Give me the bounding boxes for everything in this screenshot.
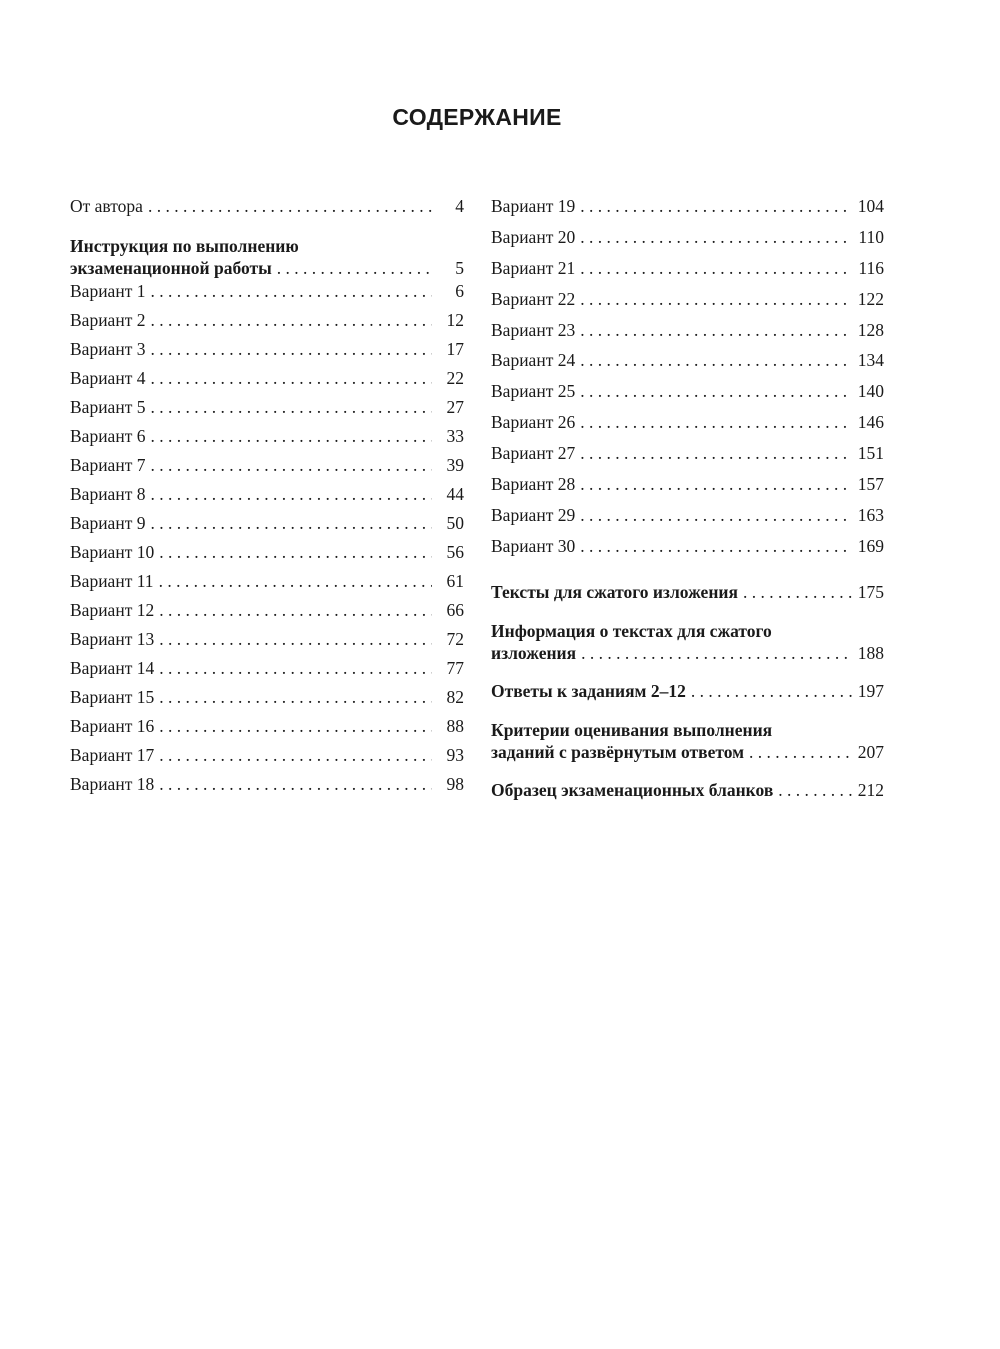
- toc-entry-variant[interactable]: [70, 512, 464, 541]
- toc-entry-variant[interactable]: [491, 349, 884, 380]
- dot-leader: [749, 741, 852, 763]
- toc-entry-variant[interactable]: [70, 541, 464, 570]
- dot-leader: [150, 367, 432, 389]
- toc-entry-label-line2: изложения: [491, 642, 577, 663]
- toc-entry-page: 12: [446, 310, 464, 330]
- toc-entry-variant[interactable]: [70, 657, 464, 686]
- toc-entry-variant[interactable]: [491, 504, 884, 535]
- toc-entry-page: 39: [446, 455, 464, 475]
- dot-leader: [159, 599, 432, 621]
- toc-entry-variant[interactable]: [70, 715, 464, 744]
- dot-leader: [150, 512, 432, 534]
- dot-leader: [580, 226, 852, 248]
- toc-entry-page: 207: [857, 741, 884, 762]
- toc-entry-label: Вариант 28: [491, 474, 576, 495]
- toc-entry-page: 82: [446, 687, 464, 707]
- dot-leader: [150, 338, 432, 360]
- toc-entry-page: 128: [857, 319, 884, 340]
- toc-entry-variant[interactable]: [70, 338, 464, 367]
- toc-entry-variant[interactable]: [491, 257, 884, 288]
- toc-entry-label: Вариант 1: [70, 281, 146, 301]
- toc-entry-page: 122: [857, 288, 884, 309]
- toc-entry-texts[interactable]: [491, 581, 884, 620]
- toc-entry-variant[interactable]: [70, 425, 464, 454]
- toc-entry-page: 151: [857, 443, 884, 464]
- toc-entry-page: 175: [857, 581, 884, 602]
- toc-entry-page: 146: [857, 412, 884, 433]
- toc-entry-page: 44: [446, 484, 464, 504]
- dot-leader: [580, 473, 852, 495]
- dot-leader: [159, 715, 432, 737]
- toc-entry-page: 56: [446, 542, 464, 562]
- toc-entry-criteria[interactable]: [491, 719, 884, 779]
- toc-entry-page: 163: [857, 504, 884, 525]
- toc-entry-label: Вариант 13: [70, 629, 155, 649]
- toc-entry-variant[interactable]: [70, 367, 464, 396]
- toc-entry-label-line1: Информация о текстах для сжатого: [491, 620, 772, 641]
- toc-entry-variant[interactable]: [491, 473, 884, 504]
- dot-leader: [743, 581, 852, 603]
- dot-leader: [150, 396, 432, 418]
- toc-entry-variant[interactable]: [70, 483, 464, 512]
- toc-entry-variant[interactable]: [491, 442, 884, 473]
- dot-leader: [778, 779, 851, 801]
- toc-entry-variant[interactable]: [70, 744, 464, 773]
- toc-entry-page: 17: [446, 339, 464, 359]
- page-title: СОДЕРЖАНИЕ: [392, 104, 562, 130]
- dot-leader: [159, 773, 432, 795]
- toc-entry-page: 27: [446, 397, 464, 417]
- toc-variants-list-right: [491, 195, 884, 566]
- toc-entry-page: 6: [455, 281, 464, 301]
- toc-entry-variant[interactable]: [491, 288, 884, 319]
- dot-leader: [580, 288, 852, 310]
- toc-entry-page: 134: [857, 350, 884, 371]
- toc-entry-label: Вариант 26: [491, 412, 576, 433]
- toc-entry-label-line2: экзаменационной работы: [70, 258, 272, 278]
- toc-entry-page: 22: [446, 368, 464, 388]
- dot-leader: [580, 319, 852, 341]
- toc-entry-page: 157: [857, 474, 884, 495]
- toc-entry-label-line1: Критерии оценивания выполнения: [491, 719, 773, 740]
- dot-leader: [150, 454, 432, 476]
- dot-leader: [159, 744, 432, 766]
- dot-leader: [150, 483, 432, 505]
- toc-entry-info[interactable]: [491, 620, 884, 680]
- toc-entry-label: Вариант 5: [70, 397, 146, 417]
- toc-entry-page: 140: [857, 381, 884, 402]
- toc-entry-label: Вариант 23: [491, 319, 576, 340]
- toc-entry-variant[interactable]: [70, 309, 464, 338]
- toc-entry-instruction[interactable]: [70, 235, 464, 280]
- dot-leader: [580, 257, 852, 279]
- toc-entry-label: Вариант 10: [70, 542, 155, 562]
- toc-entry-page: 33: [446, 426, 464, 446]
- toc-entry-page: 188: [857, 642, 884, 663]
- dot-leader: [150, 425, 432, 447]
- toc-entry-label: Вариант 24: [491, 350, 576, 371]
- toc-entry-label: Вариант 25: [491, 381, 576, 402]
- toc-entry-page: 88: [446, 716, 464, 736]
- toc-entry-answers[interactable]: [491, 680, 884, 719]
- toc-entry-author[interactable]: [70, 195, 464, 224]
- toc-entry-page: 197: [857, 680, 884, 701]
- toc-entry-page: 169: [857, 535, 884, 556]
- dot-leader: [580, 504, 852, 526]
- dot-leader: [691, 680, 852, 702]
- dot-leader: [580, 442, 852, 464]
- toc-entry-page: 98: [446, 774, 464, 794]
- toc-entry-label: Тексты для сжатого изложения: [491, 581, 738, 602]
- toc-entry-variant[interactable]: [491, 226, 884, 257]
- toc-entry-label: Вариант 30: [491, 535, 576, 556]
- toc-entry-variant[interactable]: [491, 411, 884, 442]
- toc-entry-page: 104: [857, 196, 884, 216]
- toc-entry-label: Образец экзаменационных бланков: [491, 779, 774, 800]
- toc-entry-label: Вариант 27: [491, 443, 576, 464]
- toc-entry-variant[interactable]: [70, 628, 464, 657]
- toc-entry-label: Вариант 11: [70, 571, 154, 591]
- toc-entry-label: Вариант 21: [491, 257, 576, 278]
- toc-entry-variant[interactable]: [70, 570, 464, 599]
- toc-entry-page: 110: [858, 226, 884, 247]
- toc-entry-label: Вариант 22: [491, 288, 576, 309]
- toc-entry-page: 93: [446, 745, 464, 765]
- toc-entry-label: От автора: [70, 196, 143, 216]
- toc-entry-label-line2: заданий с развёрнутым ответом: [491, 741, 745, 762]
- dot-leader: [580, 349, 852, 371]
- toc-entry-label: Вариант 3: [70, 339, 146, 359]
- dot-leader: [148, 195, 432, 217]
- dot-leader: [580, 411, 852, 433]
- toc-right-column: [491, 195, 884, 809]
- toc-entry-variant[interactable]: [491, 195, 884, 226]
- toc-entry-label: Вариант 17: [70, 745, 155, 765]
- toc-entry-variant[interactable]: [70, 599, 464, 628]
- toc-entry-variant[interactable]: [491, 380, 884, 411]
- dot-leader: [581, 642, 852, 664]
- toc-entry-label: Вариант 6: [70, 426, 146, 446]
- dot-leader: [580, 195, 852, 217]
- toc-entry-label: Вариант 14: [70, 658, 155, 678]
- toc-entry-label: Вариант 19: [491, 196, 576, 216]
- toc-entry-page: 61: [446, 571, 464, 591]
- toc-entry-forms[interactable]: [491, 779, 884, 809]
- dot-leader: [159, 570, 432, 592]
- toc-entry-page: 66: [446, 600, 464, 620]
- toc-entry-label: Вариант 20: [491, 226, 576, 247]
- toc-entry-variant[interactable]: [70, 454, 464, 483]
- dot-leader: [159, 657, 432, 679]
- toc-left-column: [70, 195, 464, 802]
- toc-entry-variant[interactable]: [491, 535, 884, 566]
- dot-leader: [277, 257, 432, 279]
- toc-entry-label: Вариант 12: [70, 600, 155, 620]
- toc-entry-page: 77: [446, 658, 464, 678]
- toc-entry-label: Вариант 8: [70, 484, 146, 504]
- toc-entry-page: 116: [858, 257, 884, 278]
- toc-entry-label: Вариант 29: [491, 504, 576, 525]
- toc-entry-variant[interactable]: [70, 686, 464, 715]
- toc-variants-list-left: [70, 280, 464, 802]
- toc-entry-page: 50: [446, 513, 464, 533]
- toc-entry-label: Вариант 9: [70, 513, 146, 533]
- toc-entry-page: 5: [455, 258, 464, 278]
- toc-entry-page: 72: [446, 629, 464, 649]
- toc-entry-label: Вариант 15: [70, 687, 155, 707]
- toc-entry-variant[interactable]: [491, 319, 884, 350]
- toc-entry-label: Вариант 16: [70, 716, 155, 736]
- toc-entry-page: 4: [455, 196, 464, 216]
- toc-entry-label: Вариант 18: [70, 774, 155, 794]
- toc-entry-variant[interactable]: [70, 280, 464, 309]
- toc-entry-variant[interactable]: [70, 773, 464, 802]
- dot-leader: [150, 280, 432, 302]
- dot-leader: [580, 535, 852, 557]
- toc-entry-label: Ответы к заданиям 2–12: [491, 680, 686, 701]
- toc-entry-label: Вариант 7: [70, 455, 146, 475]
- toc-entry-label: Вариант 4: [70, 368, 146, 388]
- toc-entry-label-line1: Инструкция по выполнению: [70, 236, 299, 256]
- toc-entry-page: 212: [857, 779, 884, 800]
- dot-leader: [159, 541, 432, 563]
- dot-leader: [159, 628, 432, 650]
- dot-leader: [580, 380, 852, 402]
- dot-leader: [159, 686, 432, 708]
- toc-entry-label: Вариант 2: [70, 310, 146, 330]
- dot-leader: [150, 309, 432, 331]
- toc-entry-variant[interactable]: [70, 396, 464, 425]
